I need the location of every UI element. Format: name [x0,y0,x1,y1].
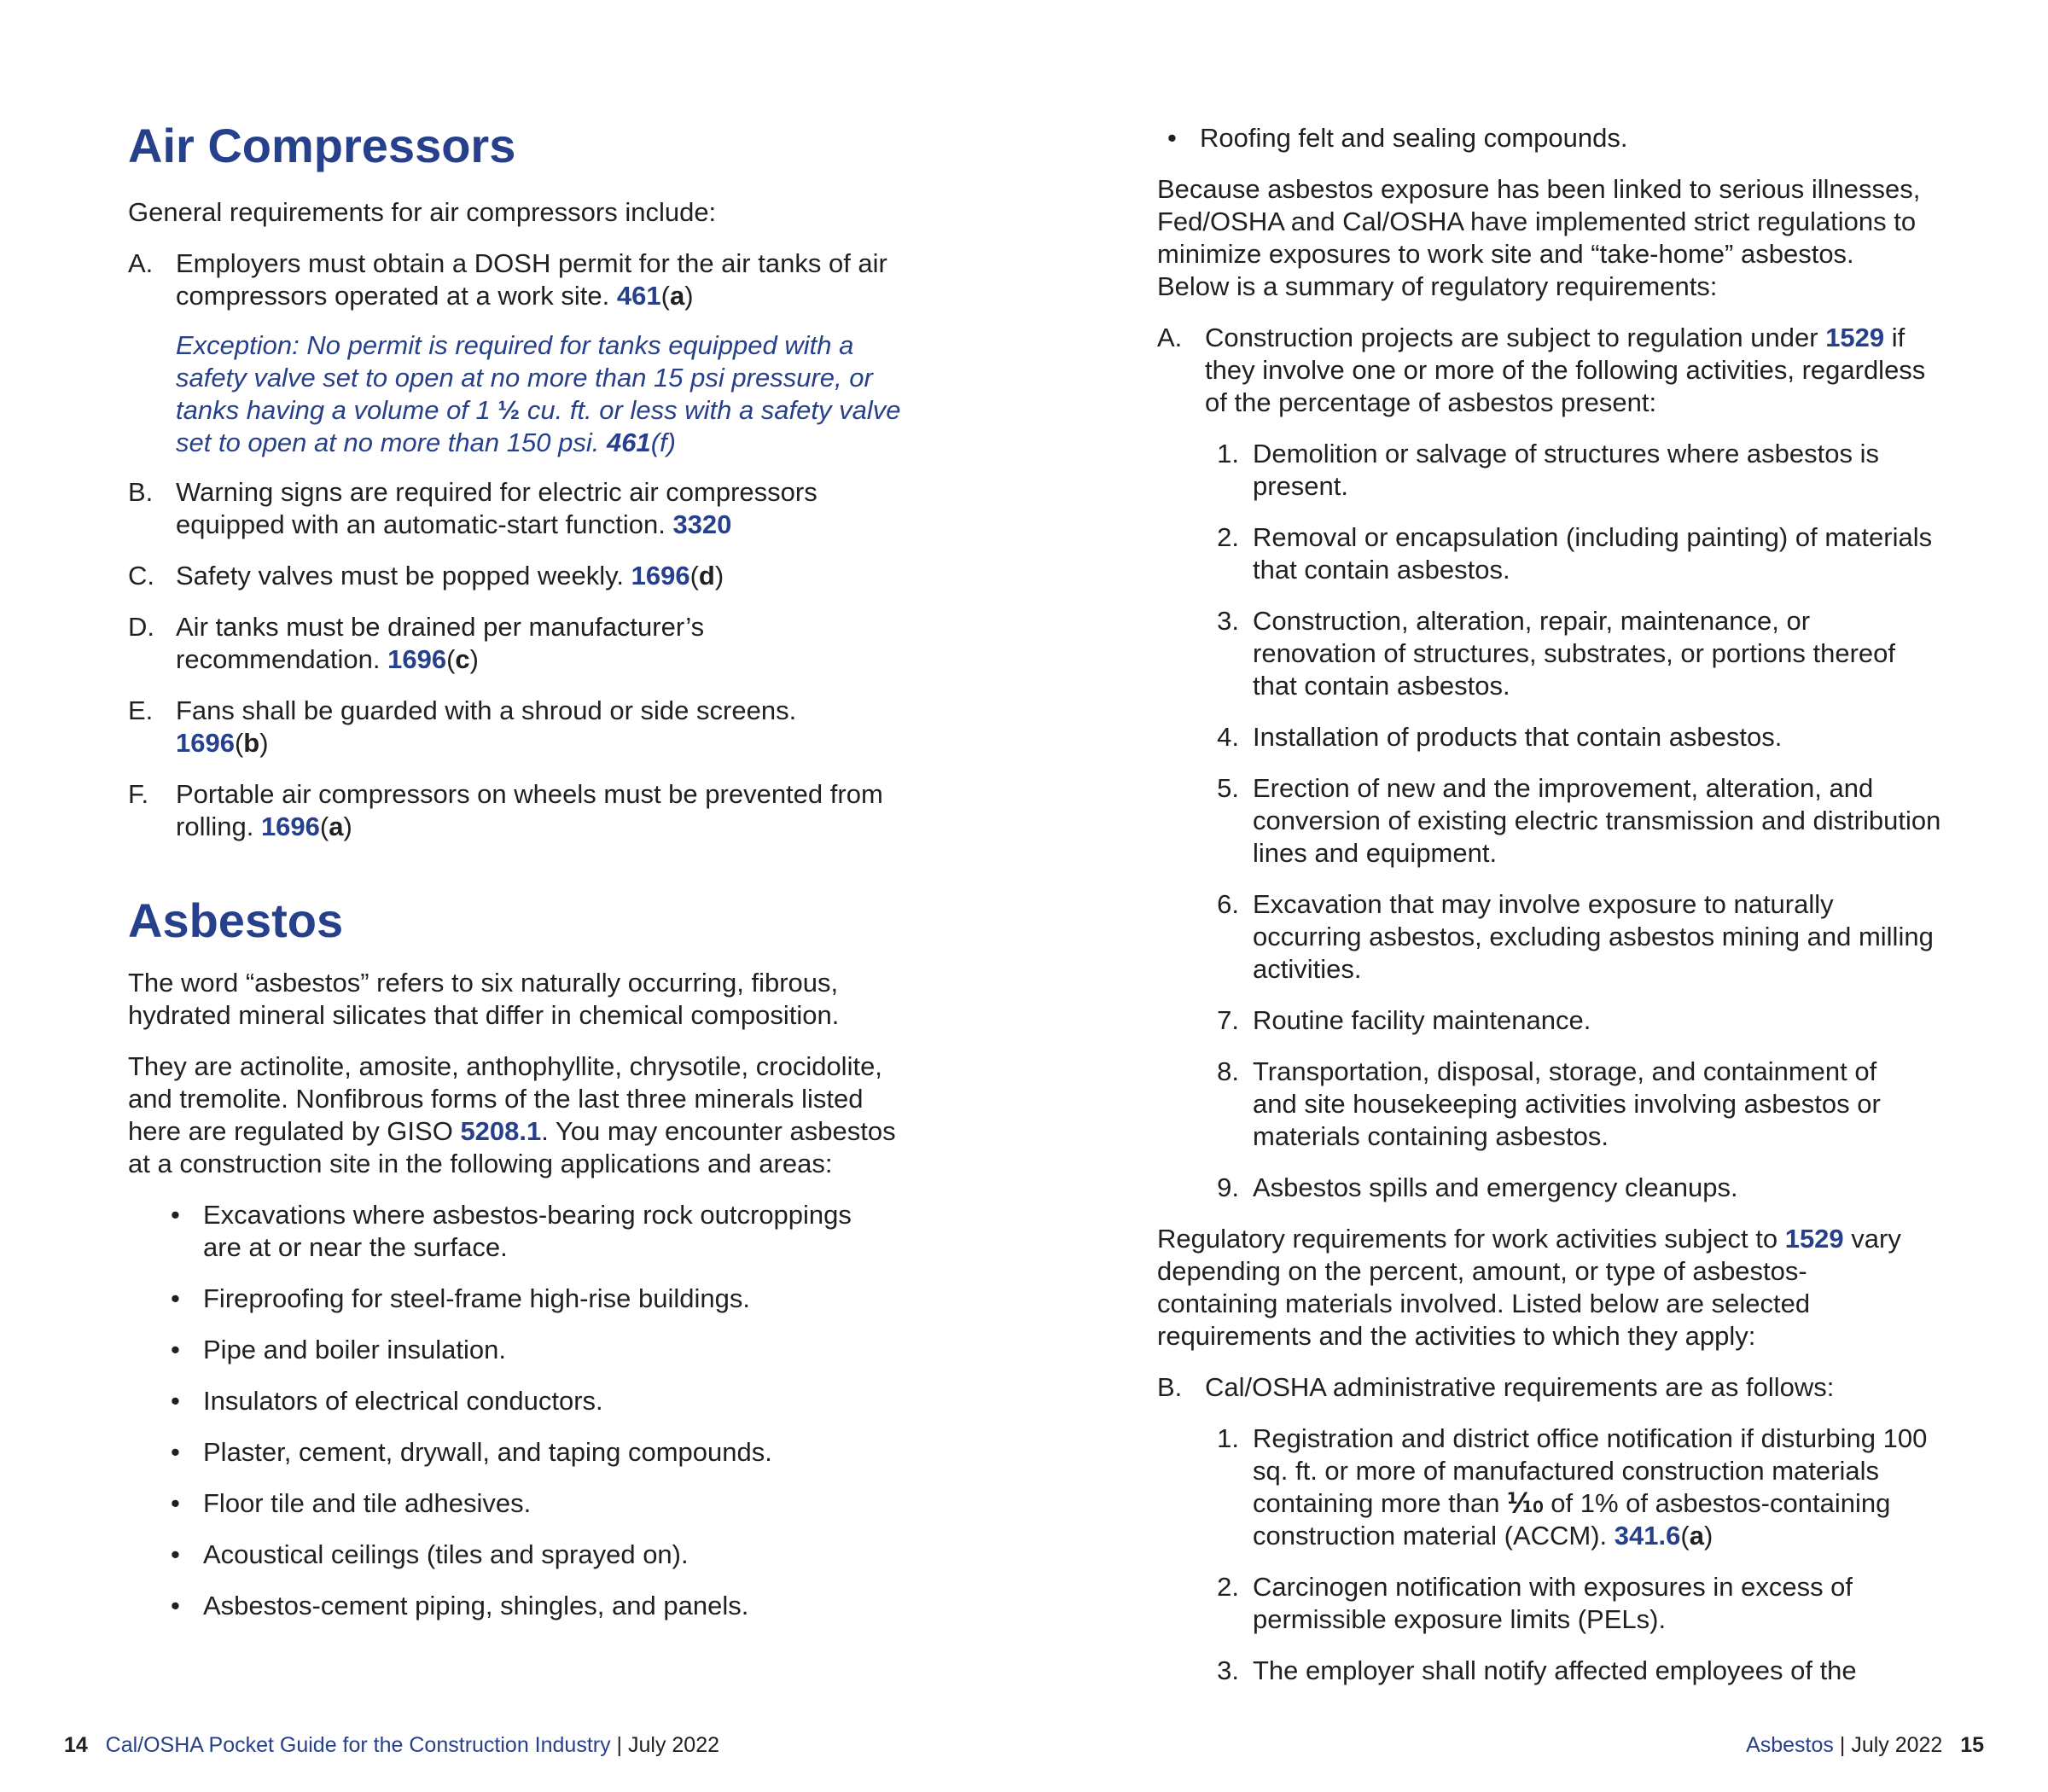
list-item: • Excavations where asbestos-bearing rock outcroppings are at or near the surface. [171,1200,852,1263]
list-item: F. Portable air compressors on wheels must be prevented from rolling. 1696(a) [128,778,883,841]
exception-note: Exception: No permit is required for tanks equipped with a safety valve set to open at no more than 15 psi pressure, or tanks having a volume of 1 ½ cu. ft. or less with a safety valve set to open at no more than 150 psi. 461(f) [176,329,901,457]
list-item: 1. Demolition or salvage of structures where asbestos is present. [1217,439,1879,501]
list-item: 1. Registration and district office notification if disturbing 100 sq. ft. or more of manufactured construction materials containing more than ⅒ of 1% of asbestos-containing construction material (ACCM). 341.6(a) [1217,1423,1928,1551]
air-requirements-list [128,247,913,843]
list-item: 7. Routine facility maintenance. [1217,1005,1591,1035]
list-item: 6. Excavation that may involve exposure to naturally occurring asbestos, excluding asbestos mining and milling activities. [1217,889,1934,984]
regulation-list-b [1157,1371,1942,1404]
page-number: 15 [1960,1733,1984,1757]
list-item: • Pipe and boiler insulation. [171,1335,507,1365]
regulation-summary-paragraph: Because asbestos exposure has been linked to serious illnesses, Fed/OSHA and Cal/OSHA have implemented strict regulations to minimize exposures to work site and “take-home” asbestos. Below is a summary of regulatory requirements: [1157,174,1921,301]
footer-right: Asbestos | July 2022 15 [1746,1733,1984,1757]
administrative-requirements-list [1205,1423,1942,1687]
air-intro: General requirements for air compressors include: [128,196,717,227]
reference-link[interactable]: 1696 [387,643,447,674]
footer-date: July 2022 [628,1733,720,1757]
asbestos-applications-list [128,1199,913,1622]
list-item: A. Employers must obtain a DOSH permit for the air tanks of air compressors operated at a work site. 461(a) [128,247,887,311]
list-item: 8. Transportation, disposal, storage, and containment of and site housekeeping activities involving asbestos or materials containing asbestos. [1217,1056,1881,1151]
reference-link[interactable]: 1696 [260,811,320,841]
footer-date: July 2022 [1851,1733,1943,1757]
asbestos-applications-list-continued [1125,122,1942,154]
asbestos-minerals-paragraph: They are actinolite, amosite, anthophyllite, chrysotile, crocidolite, and tremolite. Nonfibrous forms of the last three minerals listed here are regulated by GISO 5208.1. You may encounter asbestos at a construction site in the following applications and areas: [128,1051,896,1179]
list-item: • Floor tile and tile adhesives. [171,1488,532,1519]
reference-link[interactable]: 1696 [176,727,235,758]
activities-list [1205,438,1942,1204]
list-item: 2. Carcinogen notification with exposures in excess of permissible exposure limits (PELs). [1217,1572,1853,1634]
regulation-list [1157,322,1942,419]
reference-link[interactable]: 461 [616,280,661,311]
list-item: C. Safety valves must be popped weekly. 1696(d) [128,560,724,591]
list-item: • Roofing felt and sealing compounds. [1167,123,1628,153]
list-item: A. Construction projects are subject to regulation under 1529 if they involve one or more of the following activities, regardless of the percentage of asbestos present: [1157,323,1926,417]
list-item: 2. Removal or encapsulation (including painting) of materials that contain asbestos. [1217,522,1933,585]
section-title-asbestos: Asbestos [128,893,344,947]
list-item: • Acoustical ceilings (tiles and sprayed on). [171,1539,689,1570]
reference-link[interactable]: 5208.1 [460,1116,542,1147]
regulatory-requirements-paragraph: Regulatory requirements for work activities subject to 1529 vary depending on the percent, amount, or type of asbestos-containing materials involved. Listed below are selected requirements and the activities to which they apply: [1157,1224,1901,1351]
section-name: Asbestos [1746,1733,1834,1757]
list-item: 4. Installation of products that contain asbestos. [1217,722,1783,752]
list-item: • Insulators of electrical conductors. [171,1386,603,1417]
list-item: D. Air tanks must be drained per manufacturer’s recommendation. 1696(c) [128,611,705,674]
reference-link[interactable]: 3320 [672,509,732,539]
right-page [1157,0,1942,1792]
list-item: • Asbestos-cement piping, shingles, and panels. [171,1591,749,1621]
list-item: B. Warning signs are required for electric air compressors equipped with an automatic-start function. 3320 [128,476,817,539]
list-item: • Fireproofing for steel-frame high-rise buildings. [171,1283,750,1314]
reference-link[interactable]: 1696 [631,560,690,591]
section-title-air-compressors: Air Compressors [128,119,516,172]
left-page [128,0,913,1792]
list-item: E. Fans shall be guarded with a shroud or side screens. 1696(b) [128,695,797,758]
list-item: • Plaster, cement, drywall, and taping compounds. [171,1437,772,1468]
list-item: 9. Asbestos spills and emergency cleanups. [1217,1172,1738,1202]
list-item: 3. Construction, alteration, repair, maintenance, or renovation of structures, substrates, or portions thereof that contain asbestos. [1217,606,1895,701]
list-item: 5. Erection of new and the improvement, alteration, and conversion of existing electric transmission and distribution lines and equipment. [1217,773,1941,868]
reference-link[interactable]: 341.6 [1614,1521,1681,1551]
reference-link[interactable]: 1529 [1825,323,1885,352]
asbestos-definition: The word “asbestos” refers to six naturally occurring, fibrous, hydrated mineral silicates that differ in chemical composition. [128,968,840,1031]
page-number: 14 [64,1733,88,1757]
reference-link[interactable]: 461 [606,427,651,457]
list-item: B. Cal/OSHA administrative requirements are as follows: [1157,1372,1835,1402]
reference-link[interactable]: 1529 [1784,1224,1844,1254]
list-item: 3. The employer shall notify affected employees of the [1217,1655,1857,1685]
guide-title: Cal/OSHA Pocket Guide for the Construction Industry [105,1733,611,1757]
footer-left: 14 Cal/OSHA Pocket Guide for the Construction Industry | July 2022 [64,1733,720,1757]
